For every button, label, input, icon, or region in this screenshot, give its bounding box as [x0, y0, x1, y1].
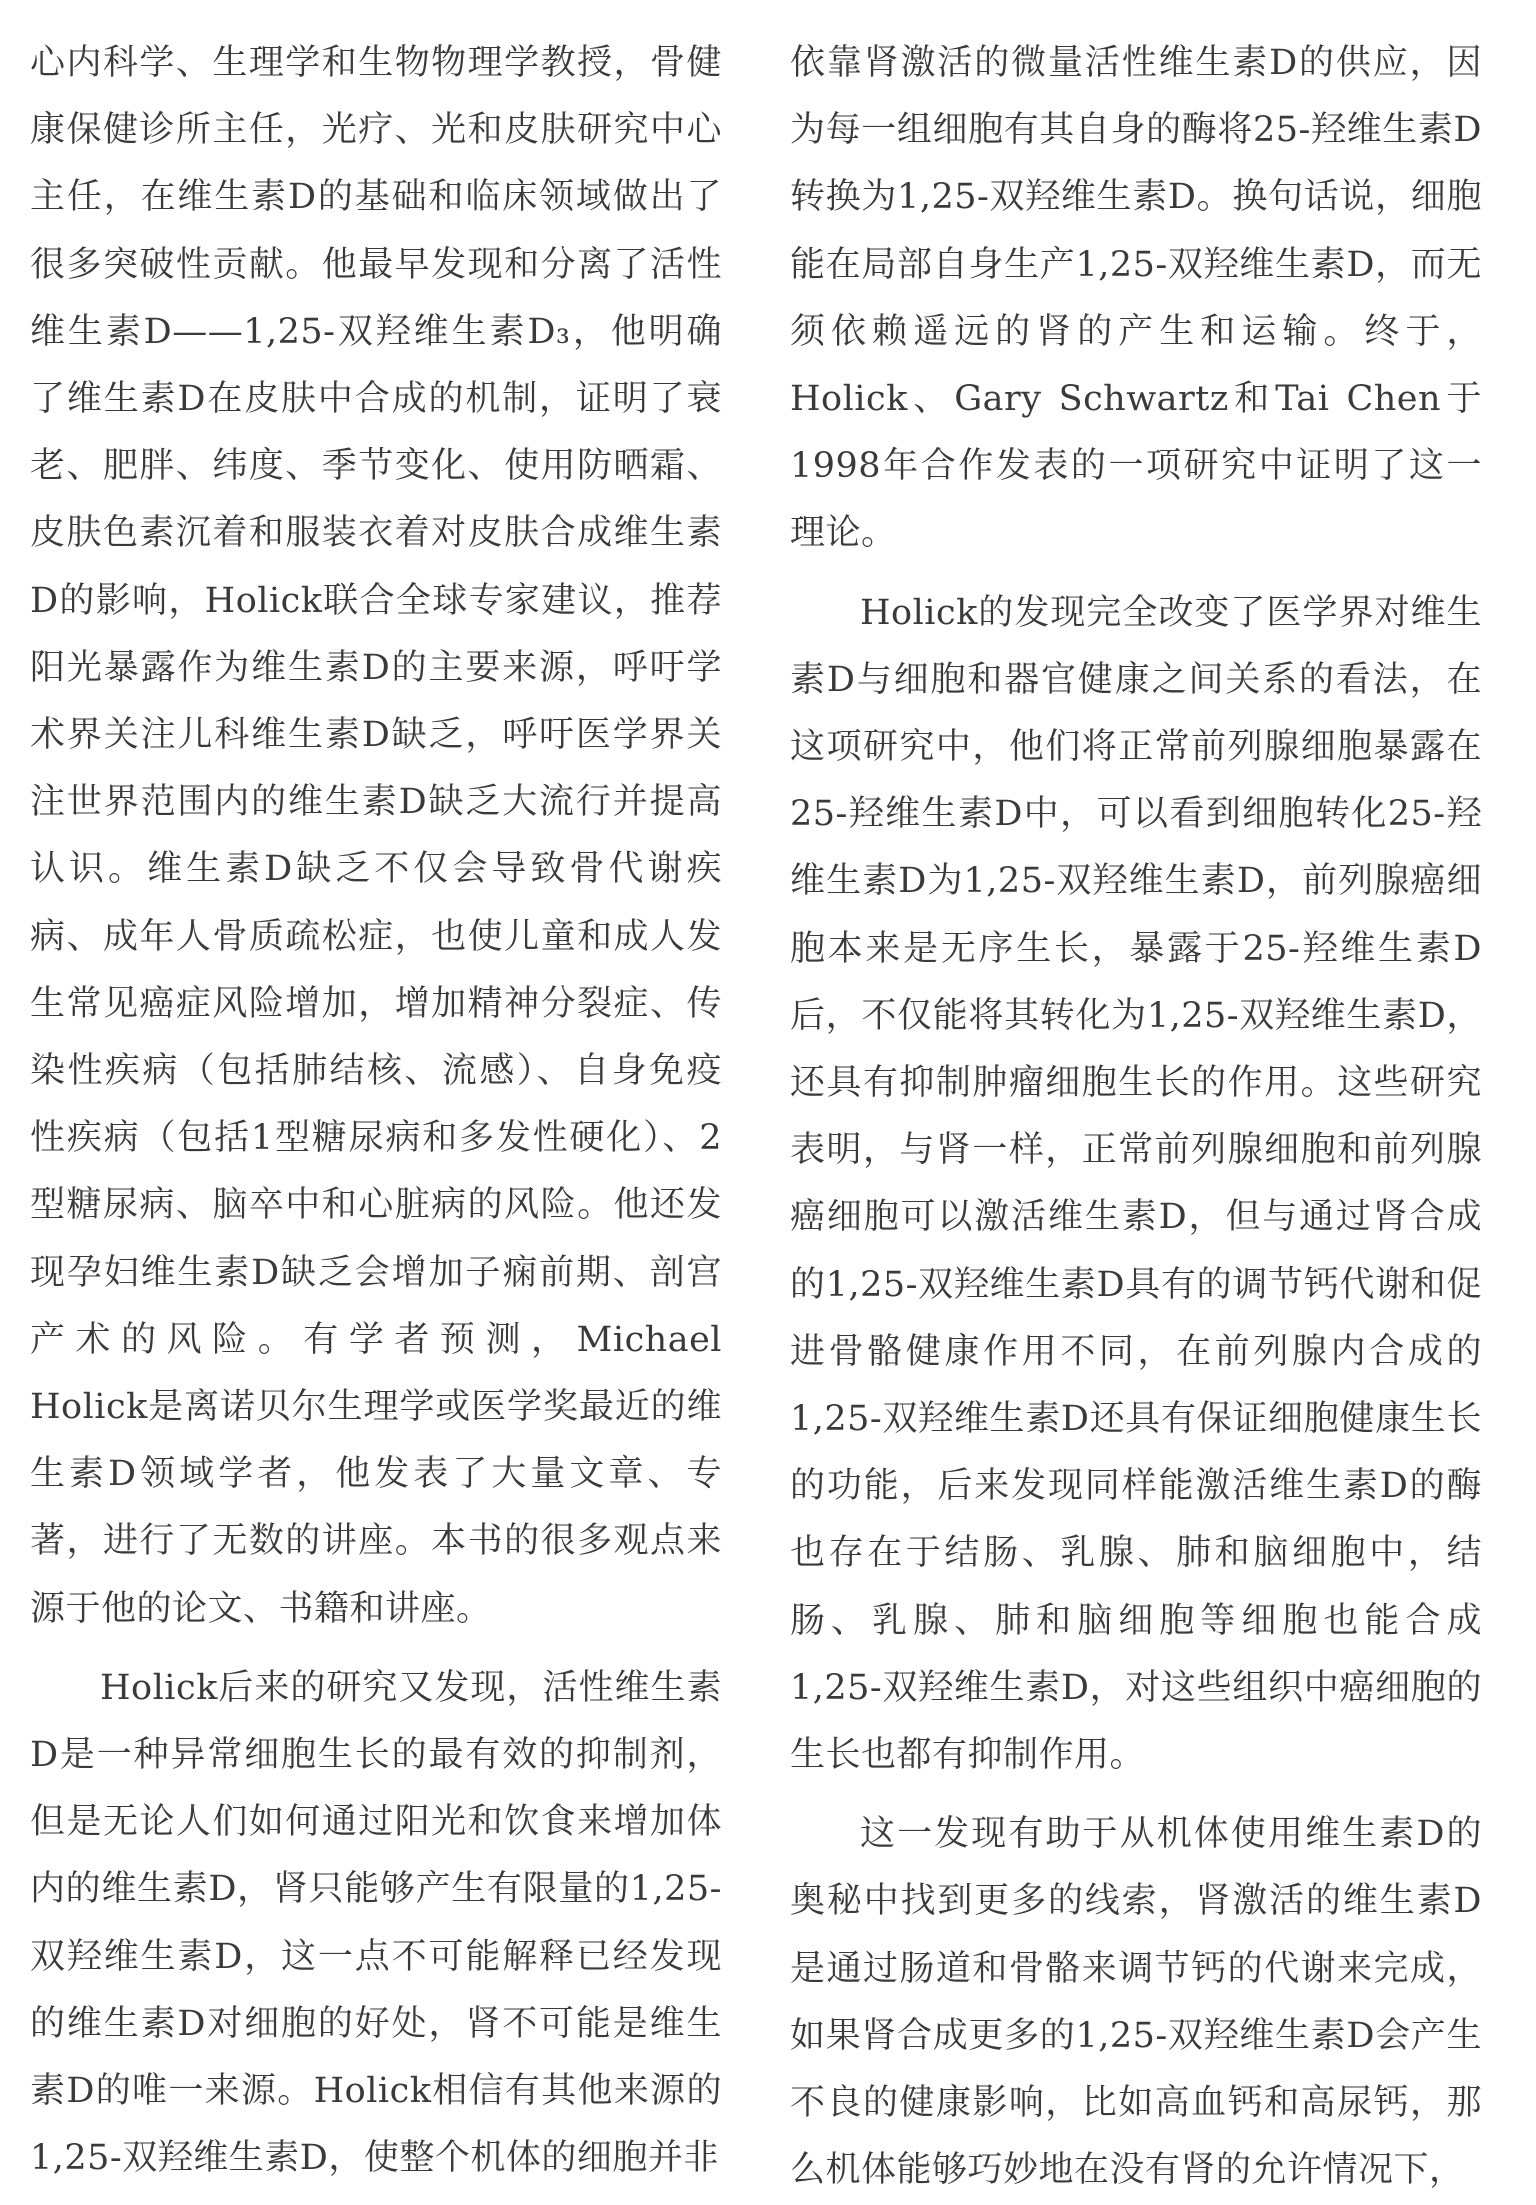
- right-column: [790, 30, 1482, 2205]
- paragraph: Holick后来的研究又发现，活性维生素D是一种异常细胞生长的最有效的抑制剂，但是无论人们如何通过阳光和饮食来增加体内的维生素D，肾只能够产生有限量的1,25-双羟维生素D，这一点不可能解释已经发现的维生素D对细胞的好处，肾不可能是维生素D的唯一来源。Holick相信有其他来源的1,25-双羟维生素D，使整个机体的细胞并非: [30, 1667, 722, 2179]
- paragraph-continued: 心内科学、生理学和生物物理学教授，骨健康保健诊所主任，光疗、光和皮肤研究中心主任，在维生素D的基础和临床领域做出了很多突破性贡献。他最早发现和分离了活性维生素D——1,25-双羟维生素D₃，他明确了维生素D在皮肤中合成的机制，证明了衰老、肥胖、纬度、季节变化、使用防晒霜、皮肤色素沉着和服装衣着对皮肤合成维生素D的影响，Holick联合全球专家建议，推荐阳光暴露作为维生素D的主要来源，呼吁学术界关注儿科维生素D缺乏，呼吁医学界关注世界范围内的维生素D缺乏大流行并提高认识。维生素D缺乏不仅会导致骨代谢疾病、成年人骨质疏松症，也使儿童和成人发生常见癌症风险增加，增加精神分裂症、传染性疾病（包括肺结核、流感）、自身免疫性疾病（包括1型糖尿病和多发性硬化）、2型糖尿病、脑卒中和心脏病的风险。他还发现孕妇维生素D缺乏会增加子痫前期、剖宫产术的风险。有学者预测，Michael Holick是离诺贝尔生理学或医学奖最近的维生素D领域学者，他发表了大量文章、专著，进行了无数的讲座。本书的很多观点来源于他的论文、书籍和讲座。: [30, 43, 722, 1629]
- left-column: [30, 30, 722, 2193]
- paragraph-continued: 依靠肾激活的微量活性维生素D的供应，因为每一组细胞有其自身的酶将25-羟维生素D转换为1,25-双羟维生素D。换句话说，细胞能在局部自身生产1,25-双羟维生素D，而无须依赖遥远的肾的产生和运输。终于，Holick、Gary Schwartz和Tai Chen于1998年合作发表的一项研究中证明了这一理论。: [790, 43, 1482, 554]
- paragraph: 这一发现有助于从机体使用维生素D的奥秘中找到更多的线索，肾激活的维生素D是通过肠道和骨骼来调节钙的代谢来完成，如果肾合成更多的1,25-双羟维生素D会产生不良的健康影响，比如高血钙和高尿钙，那么机体能够巧妙地在没有肾的允许情况下，: [790, 1814, 1482, 2191]
- paragraph: Holick的发现完全改变了医学界对维生素D与细胞和器官健康之间关系的看法，在这项研究中，他们将正常前列腺细胞暴露在25-羟维生素D中，可以看到细胞转化25-羟维生素D为1,25-双羟维生素D，前列腺癌细胞本来是无序生长，暴露于25-羟维生素D后，不仅能将其转化为1,25-双羟维生素D，还具有抑制肿瘤细胞生长的作用。这些研究表明，与肾一样，正常前列腺细胞和前列腺癌细胞可以激活维生素D，但与通过肾合成的1,25-双羟维生素D具有的调节钙代谢和促进骨骼健康作用不同，在前列腺内合成的1,25-双羟维生素D还具有保证细胞健康生长的功能，后来发现同样能激活维生素D的酶也存在于结肠、乳腺、肺和脑细胞中，结肠、乳腺、肺和脑细胞等细胞也能合成1,25-双羟维生素D，对这些组织中癌细胞的生长也都有抑制作用。: [790, 592, 1482, 1776]
